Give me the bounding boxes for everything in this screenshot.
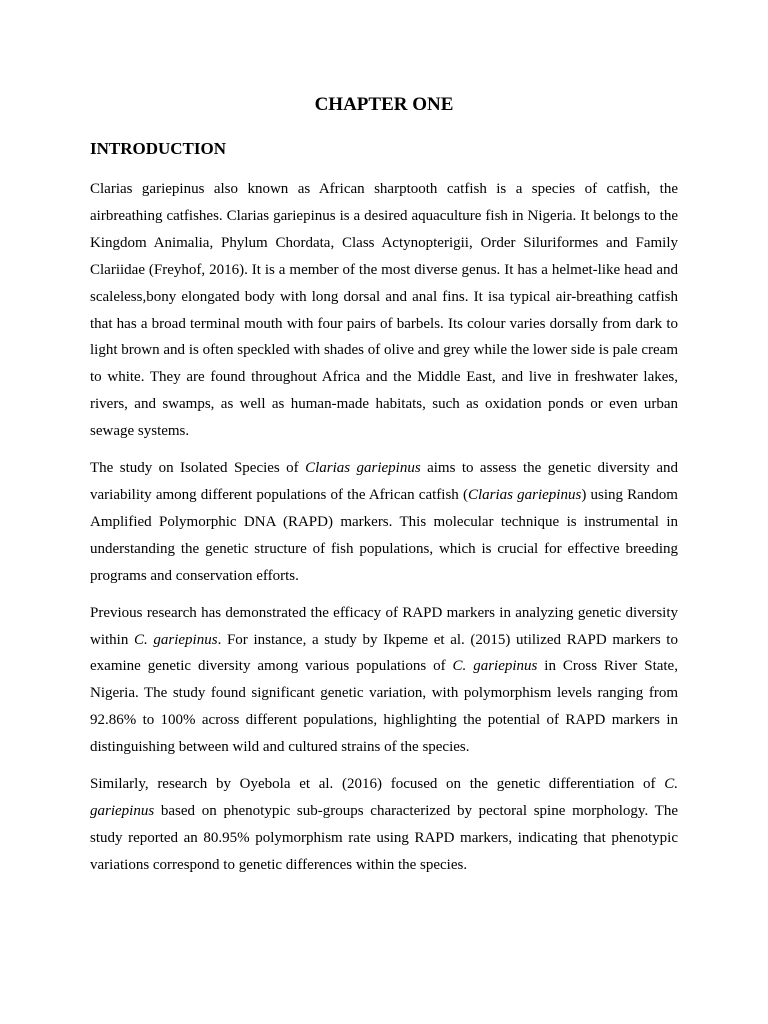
text-segment: Previous research has demonstrated the efficacy of RAPD markers in analyzing genetic diversity within [90,604,678,648]
text-segment: Similarly, research by Oyebola et al. (2016) focused on the genetic differentiation of [90,776,665,793]
paragraph-previous-research [90,600,678,761]
chapter-title: CHAPTER ONE [314,94,454,115]
text-segment: The study on Isolated Species of [90,460,306,477]
paragraph-similar-research [90,771,678,879]
text-segment: based on phenotypic sub-groups characterized by pectoral spine morphology. The study reported an 80.95% polymorphism rate using RAPD markers, indicating that phenotypic variations correspond to genetic differences within the species. [90,802,678,873]
text-segment: aims to assess the genetic diversity and variability among different populations of the African catfish ( [90,460,679,503]
section-heading: INTRODUCTION [90,139,227,158]
text-segment: Clarias gariepinus also known as African sharptooth catfish is a species of catfish, the airbreathing catfishes. Clarias gariepinus is a desired aquaculture fish in Nigeria. It belongs to the Kingdom Animalia, Phylum Chordata, Class Actynopterigii, Order Siluriformes and Family Clariidae (Freyhof, 2016). It is a member of the most diverse genus. It has a helmet-like head and scaleless,bony elongated body with long dorsal and anal fins. It isa typical air-breathing catfish that has a broad terminal mouth with four pairs of barbels. Its colour varies dorsally from dark to light brown and is often speckled with shades of olive and grey while the lower side is pale cream to white. They are found throughout Africa and the Middle East, and live in freshwater lakes, rivers, and swamps, as well as human-made habitats, such as oxidation ponds or even urban sewage systems. [90,181,678,440]
species-name-italic: Clarias gariepinus [467,486,582,503]
text-segment: in Cross River State, Nigeria. The study found significant genetic variation, with polymorphism levels ranging from 92.86% to 100% across different populations, highlighting the potential of RAPD markers in distinguishing between wild and cultured strains of the species. [90,658,678,756]
species-name-italic: Clarias gariepinus [305,460,421,477]
paragraph-study-aim [90,455,678,590]
species-name-italic: C. gariepinus [133,631,218,648]
text-segment: . For instance, a study by Ikpeme et al. (2015) utilized RAPD markers to examine genetic diversity among various populations of [90,631,678,675]
species-name-italic: C. gariepinus [90,776,678,819]
body-text [90,176,678,889]
paragraph-intro [90,176,678,445]
species-name-italic: C. gariepinus [452,658,538,675]
text-segment: ) using Random Amplified Polymorphic DNA (RAPD) markers. This molecular technique is instrumental in understanding the genetic structure of fish populations, which is crucial for effective breeding programs and conservation efforts. [90,486,678,584]
